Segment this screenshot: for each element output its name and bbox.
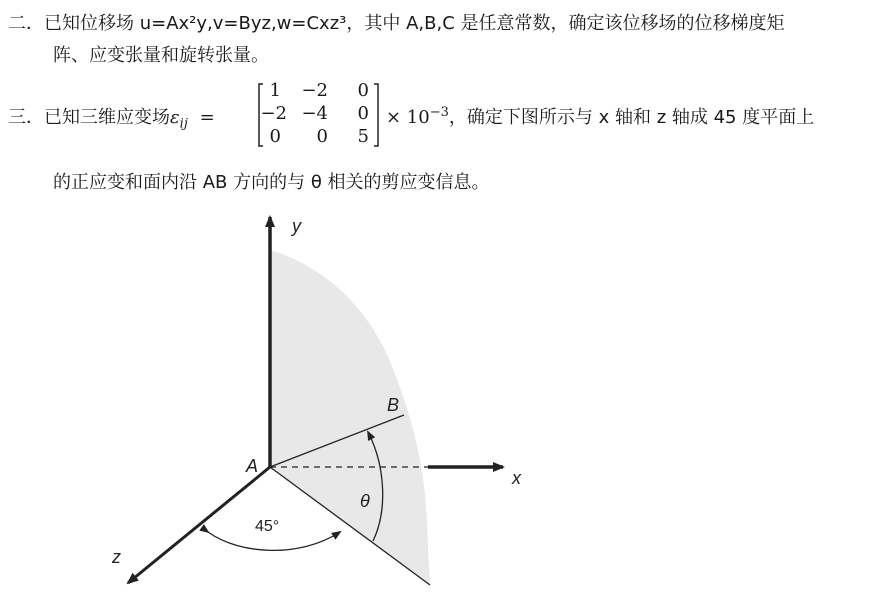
exponent: −3: [429, 105, 449, 120]
epsilon-subscript: ij: [179, 116, 188, 132]
problem3-text-line2: 的正应变和面内沿 AB 方向的与 θ 相关的剪应变信息。: [53, 172, 490, 193]
y-axis-label: y: [292, 216, 301, 236]
matrix-cell-r1c3: 0: [357, 80, 369, 101]
problem2-text-line1: 已知位移场 u=Ax²y,v=Byz,w=Cxz³，其中 A,B,C 是任意常数，确定该位移场的位移梯度矩: [44, 13, 785, 34]
matrix-cell-r1c1: 1: [269, 80, 281, 101]
matrix-cell-r3c1: 0: [269, 126, 281, 147]
matrix-cell-r2c3: 0: [357, 103, 369, 124]
matrix-cell-r1c2: −2: [301, 80, 328, 101]
angle-45-label: 45°: [255, 518, 280, 535]
inclined-plane: [270, 250, 430, 585]
problem3-number: 三．: [8, 107, 44, 128]
matrix-cell-r2c1: −2: [260, 103, 287, 124]
matrix-cell-r3c3: 5: [357, 126, 369, 147]
times-ten: × 10: [386, 107, 430, 128]
problem2-number: 二．: [8, 13, 44, 34]
epsilon-symbol: ε: [170, 107, 180, 128]
x-axis-label: x: [512, 468, 521, 488]
matrix-cell-r3c2: 0: [316, 126, 328, 147]
problem3-lead-text: 已知三维应变场: [44, 107, 170, 128]
z-axis-label: z: [112, 547, 121, 567]
point-b-label: B: [387, 395, 400, 415]
z-axis: [128, 467, 270, 583]
theta-label: θ: [360, 491, 370, 511]
equals-sign: =: [199, 107, 215, 128]
problem3-tail-text: ，确定下图所示与 x 轴和 z 轴成 45 度平面上: [448, 107, 815, 128]
matrix-cell-r2c2: −4: [301, 103, 328, 124]
problem2-text-line2: 阵、应变张量和旋转张量。: [53, 45, 269, 66]
point-a-label: A: [246, 456, 259, 476]
